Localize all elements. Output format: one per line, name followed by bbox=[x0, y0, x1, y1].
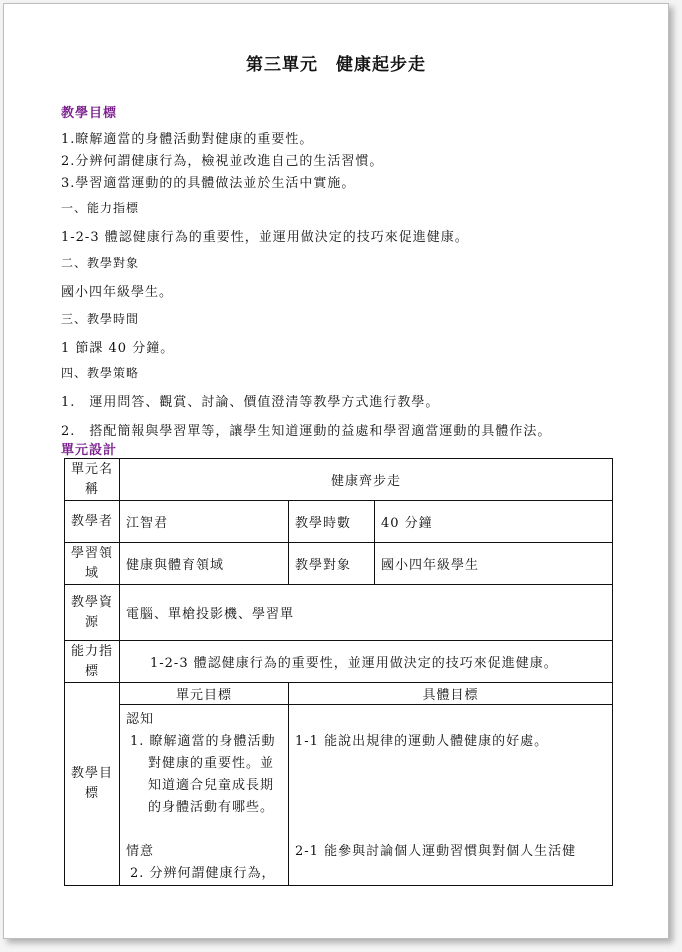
unit-design-heading: 單元設計 bbox=[61, 443, 118, 458]
teacher-label: 教學者 bbox=[65, 501, 120, 543]
specific-objective-1: 1-1 能說出規律的運動人體健康的好處。 bbox=[295, 734, 549, 749]
specific-objectives-cell bbox=[289, 705, 613, 886]
goal-item-2: 2.分辨何謂健康行為，檢視並改進自己的生活習慣。 bbox=[61, 154, 384, 169]
strategy-heading: 四、教學策略 bbox=[61, 366, 140, 380]
strategy-item-1: 1. 運用問答、觀賞、討論、價值澄清等教學方式進行教學。 bbox=[61, 395, 440, 410]
teacher-value: 江智君 bbox=[120, 501, 289, 543]
ability-heading: 一、能力指標 bbox=[61, 201, 140, 215]
time-label: 教學時數 bbox=[289, 501, 375, 543]
goal-item-1: 1.瞭解適當的身體活動對健康的重要性。 bbox=[61, 132, 314, 147]
cognitive-label: 認知 bbox=[126, 712, 155, 727]
target-text: 國小四年級學生。 bbox=[61, 285, 174, 300]
goal-item-3: 3.學習適當運動的的具體做法並於生活中實施。 bbox=[61, 176, 356, 191]
time-text: 1 節課 40 分鐘。 bbox=[61, 341, 175, 356]
cognitive-objective: 1. 瞭解適當的身體活動對健康的重要性。並知道適合兒童成長期的身體活動有哪些。 bbox=[130, 734, 276, 815]
page-title: 第三單元 健康起步走 bbox=[246, 55, 426, 75]
specific-objective-2: 2-1 能參與討論個人運動習慣與對個人生活健 bbox=[295, 844, 577, 859]
ability-value: 1-2-3 體認健康行為的重要性，並運用做決定的技巧來促進健康。 bbox=[120, 641, 613, 683]
ability-text: 1-2-3 體認健康行為的重要性，並運用做決定的技巧來促進健康。 bbox=[61, 230, 469, 245]
objective-label: 教學目標 bbox=[65, 683, 120, 886]
unit-objectives-cell bbox=[120, 705, 289, 886]
ability-label: 能力指標 bbox=[65, 641, 120, 683]
unit-objective-header: 單元目標 bbox=[120, 683, 289, 705]
document-page bbox=[3, 3, 669, 939]
strategy-item-2: 2. 搭配簡報與學習單等，讓學生知道運動的益處和學習適當運動的具體作法。 bbox=[61, 424, 552, 439]
unit-design-table bbox=[64, 458, 613, 886]
unit-name-value: 健康齊步走 bbox=[120, 459, 613, 501]
time-value: 40 分鐘 bbox=[375, 501, 613, 543]
affective-label: 情意 bbox=[126, 844, 155, 859]
target-label: 教學對象 bbox=[289, 543, 375, 585]
affective-objective: 2. 分辨何謂健康行為， bbox=[130, 866, 276, 881]
field-label: 學習領域 bbox=[65, 543, 120, 585]
target-heading: 二、教學對象 bbox=[61, 256, 140, 270]
time-heading: 三、教學時間 bbox=[61, 312, 140, 326]
specific-objective-header: 具體目標 bbox=[289, 683, 613, 705]
resource-value: 電腦、單槍投影機、學習單 bbox=[120, 585, 613, 641]
unit-name-label: 單元名稱 bbox=[65, 459, 120, 501]
teaching-goals-heading: 教學目標 bbox=[61, 106, 118, 121]
resource-label: 教學資源 bbox=[65, 585, 120, 641]
field-value: 健康與體育領域 bbox=[120, 543, 289, 585]
target-value: 國小四年級學生 bbox=[375, 543, 613, 585]
